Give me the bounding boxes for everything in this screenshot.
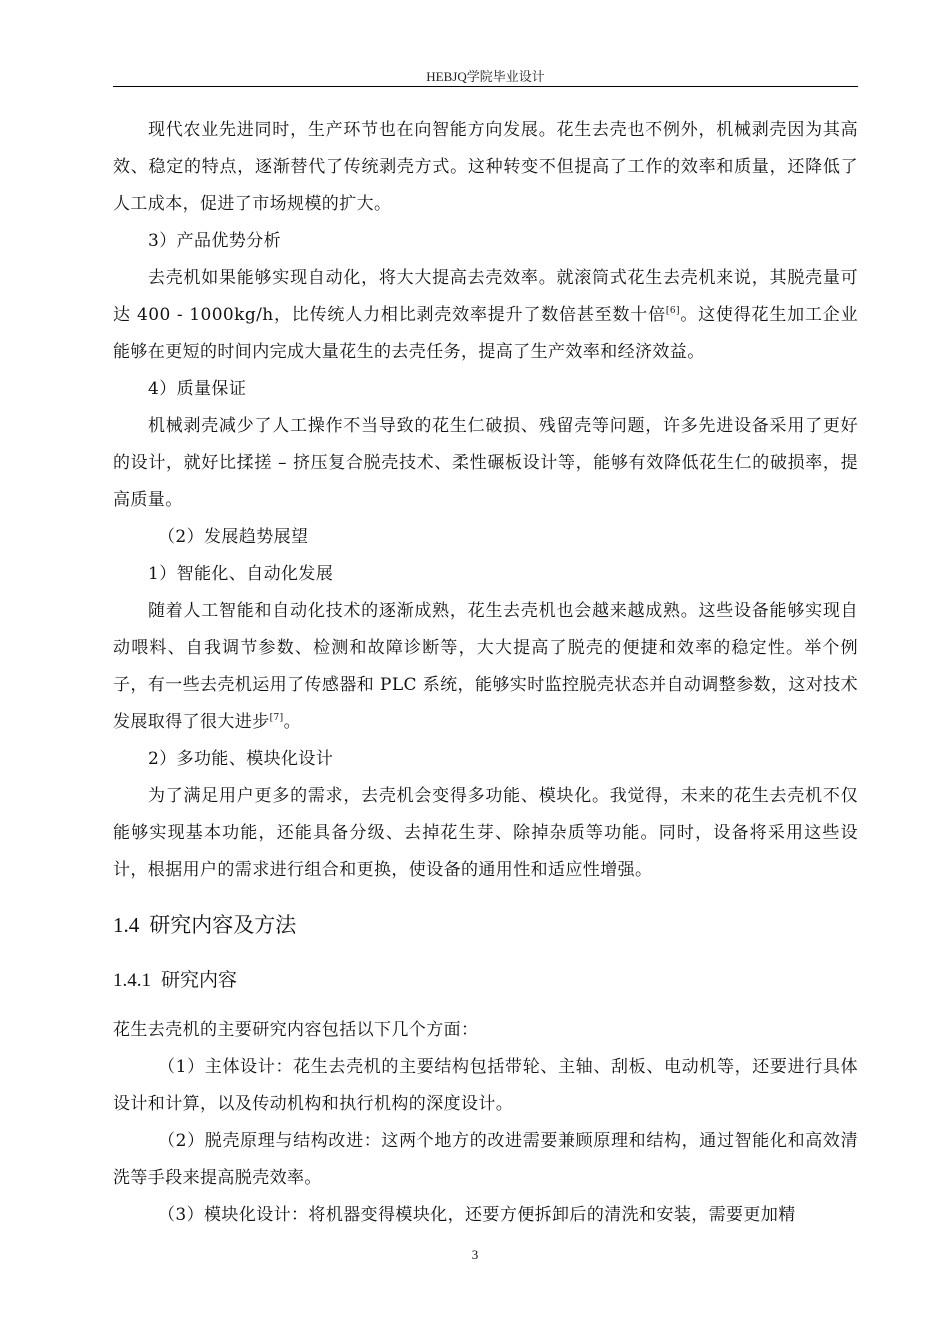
heading-product-advantage: 3）产品优势分析: [148, 231, 282, 251]
research-intro: 花生去壳机的主要研究内容包括以下几个方面：: [113, 1020, 479, 1040]
citation-6: [6]: [665, 306, 680, 316]
research-item-3: （3）模块化设计：将机器变得模块化，还要方便拆卸后的清洗和安装，需要更加精: [158, 1205, 796, 1225]
heading-development-trend: （2）发展趋势展望: [158, 527, 309, 547]
subsection-heading: [113, 963, 858, 998]
page-body: [113, 112, 858, 1234]
citation-7: [7]: [269, 713, 284, 723]
advantage-text: 去壳机如果能够实现自动化，将大大提高去壳效率。就滚筒式花生去壳机来说，其脱壳量可达 400 - 1000kg/h，比传统人力相比剥壳效率提升了数倍甚至数十倍: [113, 268, 858, 325]
heading-smart-automation: 1）智能化、自动化发展: [148, 564, 334, 584]
heading-multifunction: 2）多功能、模块化设计: [148, 749, 334, 769]
heading-quality: 4）质量保证: [148, 379, 247, 399]
advantage-text-cont: 。这使得花生加工企业能够在更短的时间内完成大量花生的去壳任务，提高了生产效率和经济效益。: [113, 305, 858, 362]
section-heading: [113, 907, 858, 943]
running-header: HEBJQ学院毕业设计: [426, 69, 545, 84]
subsection-number: 1.4.1: [113, 970, 151, 991]
smart-text: 随着人工智能和自动化技术的逐渐成熟，花生去壳机也会越来越成熟。这些设备能够实现自动喂料、自我调节参数、检测和故障诊断等，大大提高了脱壳的便捷和效率的稳定性。举个例子，有一些去壳机运用了传感器和 PLC 系统，能够实时监控脱壳状态并自动调整参数，这对技术发展取得了很大进步: [113, 601, 858, 732]
page-number: 3: [471, 1247, 479, 1262]
paragraph-smart: [113, 593, 858, 741]
smart-text-end: 。: [283, 712, 301, 732]
header-rule: [113, 86, 858, 87]
section-number: 1.4: [113, 913, 140, 937]
paragraph-multifunction: 为了满足用户更多的需求，去壳机会变得多功能、模块化。我觉得，未来的花生去壳机不仅能够实现基本功能，还能具备分级、去掉花生芽、除掉杂质等功能。同时，设备将采用这些设计，根据用户的需求进行组合和更换，使设备的通用性和适应性增强。: [113, 786, 858, 880]
paragraph-advantage: [113, 260, 858, 371]
subsection-title: 研究内容: [161, 969, 238, 991]
research-item-1: （1）主体设计：花生去壳机的主要结构包括带轮、主轴、刮板、电动机等，还要进行具体设计和计算，以及传动机构和执行机构的深度设计。: [113, 1057, 858, 1114]
section-title: 研究内容及方法: [149, 913, 297, 937]
research-item-2: （2）脱壳原理与结构改进：这两个地方的改进需要兼顾原理和结构，通过智能化和高效清洗等手段来提高脱壳效率。: [113, 1131, 858, 1188]
paragraph-modernization: 现代农业先进同时，生产环节也在向智能方向发展。花生去壳也不例外，机械剥壳因为其高效、稳定的特点，逐渐替代了传统剥壳方式。这种转变不但提高了工作的效率和质量，还降低了人工成本，促进了市场规模的扩大。: [113, 120, 858, 214]
paragraph-quality: 机械剥壳减少了人工操作不当导致的花生仁破损、残留壳等问题，许多先进设备采用了更好的设计，就好比揉搓 – 挤压复合脱壳技术、柔性碾板设计等，能够有效降低花生仁的破损率，提高质量。: [113, 416, 858, 510]
